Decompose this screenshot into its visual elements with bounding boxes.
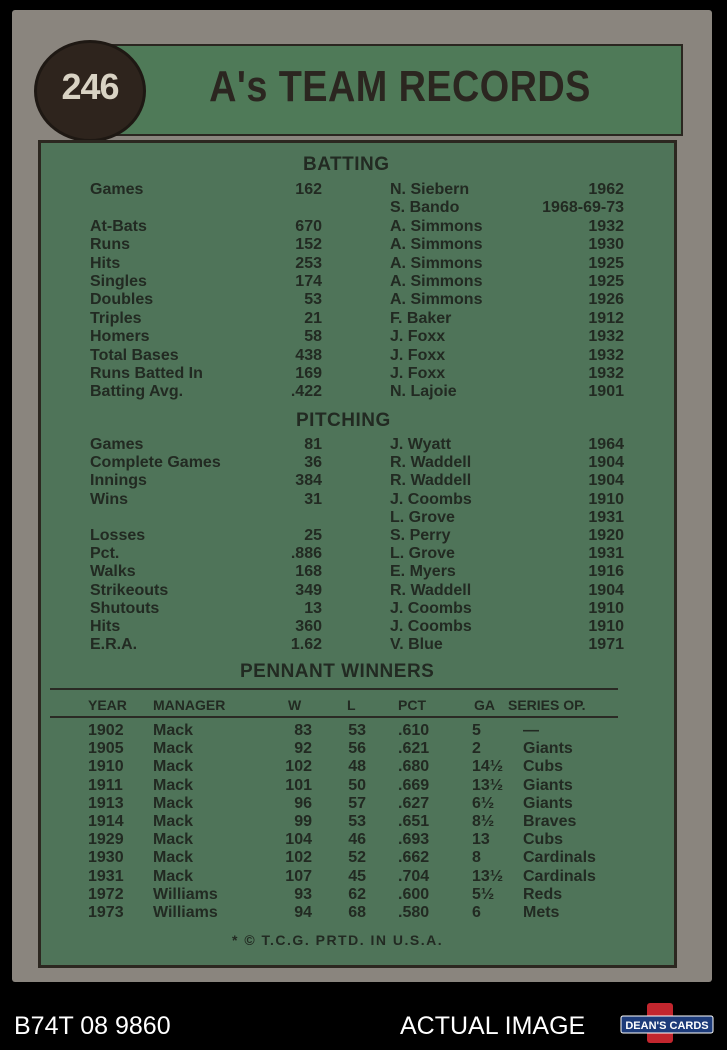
pennant-ga: 8½ <box>472 813 495 830</box>
pennant-losses: 56 <box>348 740 366 758</box>
pennant-top-rule <box>50 688 618 690</box>
record-holder: L. Grove <box>390 508 455 526</box>
card-number: 246 <box>61 66 119 107</box>
record-holder: A. Simmons <box>390 291 483 309</box>
pennant-pct: .621 <box>398 740 430 758</box>
pennant-manager: Mack <box>153 740 194 758</box>
pennant-losses: 53 <box>348 813 366 830</box>
logo-text: DEAN'S CARDS <box>625 1020 709 1032</box>
stat-label: Triples <box>90 309 142 327</box>
stat-value: 53 <box>304 291 322 309</box>
pennant-losses: 45 <box>348 867 366 885</box>
pennant-losses: 53 <box>348 722 366 739</box>
record-year: 1925 <box>588 254 624 272</box>
pennant-series: Reds <box>523 885 563 903</box>
record-holder: J. Wyatt <box>390 436 452 453</box>
stat-label: Hits <box>90 618 121 635</box>
stat-label: Doubles <box>90 291 154 309</box>
pennant-year: 1910 <box>88 758 124 776</box>
pennant-manager: Mack <box>153 722 194 739</box>
pennant-ga: 5 <box>472 722 481 739</box>
pennant-losses: 52 <box>348 849 366 867</box>
stat-label: Losses <box>90 527 146 544</box>
record-year: 1912 <box>588 309 624 327</box>
pennant-series: Cardinals <box>523 867 596 885</box>
record-holder: A. Simmons <box>390 254 483 272</box>
stat-value: 13 <box>304 599 322 617</box>
record-holder: A. Simmons <box>390 217 483 235</box>
pennant-wins: 102 <box>285 758 312 776</box>
record-holder: V. Blue <box>390 636 443 654</box>
pennant-manager: Mack <box>153 794 194 812</box>
stat-value: 58 <box>304 328 322 346</box>
pennant-wins: 104 <box>285 831 312 849</box>
pennant-series: Braves <box>523 813 577 830</box>
pennant-year: 1931 <box>88 867 124 885</box>
stat-value: 360 <box>295 618 322 635</box>
pennant-year: 1902 <box>88 722 124 739</box>
pitching-heading: PITCHING <box>296 410 391 431</box>
pennant-pct: .662 <box>398 849 430 867</box>
stat-value: 169 <box>295 365 322 382</box>
stat-value: 152 <box>295 236 322 254</box>
pennant-pct: .600 <box>398 885 430 903</box>
pennant-ga: 2 <box>472 740 481 758</box>
record-holder: A. Simmons <box>390 236 483 254</box>
record-year: 1932 <box>588 217 624 235</box>
pennant-pct: .704 <box>398 867 430 885</box>
pennant-series: Giants <box>523 776 573 794</box>
record-year: 1910 <box>588 618 624 635</box>
pennant-losses: 62 <box>348 885 366 903</box>
pennant-pct: .580 <box>398 904 430 921</box>
pennant-ga: 13½ <box>472 776 504 794</box>
col-manager: MANAGER <box>153 697 226 713</box>
record-year: 1916 <box>588 563 624 581</box>
copyright-line: * © T.C.G. PRTD. IN U.S.A. <box>232 932 444 948</box>
pennant-losses: 46 <box>348 831 366 849</box>
pennant-year: 1913 <box>88 794 124 812</box>
stat-label: Games <box>90 181 144 198</box>
card-number-badge <box>34 40 146 142</box>
record-year: 1926 <box>588 291 624 309</box>
pennant-year: 1911 <box>88 776 123 794</box>
stat-value: 36 <box>304 454 322 472</box>
pennant-losses: 48 <box>348 758 366 776</box>
record-year: 1904 <box>588 581 624 599</box>
pennant-wins: 94 <box>294 904 312 921</box>
deans-cards-logo <box>617 1002 715 1044</box>
record-holder: J. Coombs <box>390 618 472 635</box>
pennant-year: 1905 <box>88 740 124 758</box>
record-year: 1910 <box>588 599 624 617</box>
stat-value: 438 <box>295 346 322 364</box>
record-holder: S. Bando <box>390 199 460 217</box>
pennant-ga: 6½ <box>472 794 495 812</box>
pennant-pct: .680 <box>398 758 430 776</box>
record-holder: R. Waddell <box>390 581 472 599</box>
stat-label: Batting Avg. <box>90 383 184 401</box>
stat-value: 21 <box>304 309 322 327</box>
pennant-losses: 68 <box>348 904 366 921</box>
pennant-header-rule <box>50 716 618 718</box>
pennant-manager: Mack <box>153 849 194 867</box>
stat-value: 174 <box>295 273 322 290</box>
record-year: 1925 <box>588 273 624 290</box>
pennant-ga: 6 <box>472 904 481 921</box>
actual-image-label: ACTUAL IMAGE <box>400 1012 586 1040</box>
stat-label: Complete Games <box>90 454 221 472</box>
stat-value: .422 <box>290 383 322 401</box>
stat-value: 670 <box>295 217 322 235</box>
pennant-losses: 50 <box>348 776 366 794</box>
stat-value: 25 <box>304 527 322 544</box>
pennant-series: Mets <box>523 904 560 921</box>
record-holder: J. Foxx <box>390 365 446 382</box>
pennant-year: 1914 <box>88 813 124 830</box>
pennant-year: 1930 <box>88 849 124 867</box>
stat-value: 81 <box>304 436 322 453</box>
pennant-year: 1972 <box>88 885 124 903</box>
record-holder: N. Siebern <box>390 181 470 198</box>
pennant-wins: 92 <box>294 740 312 758</box>
record-holder: F. Baker <box>390 309 452 327</box>
pennant-losses: 57 <box>348 794 366 812</box>
pennant-series: Cubs <box>523 831 563 849</box>
col-w: W <box>288 697 302 713</box>
pennant-wins: 102 <box>285 849 312 867</box>
pennant-ga: 5½ <box>472 885 495 903</box>
batting-heading: BATTING <box>303 154 390 175</box>
record-holder: E. Myers <box>390 563 456 581</box>
card-title: A's TEAM RECORDS <box>209 62 591 111</box>
stat-label: Shutouts <box>90 599 160 617</box>
record-year: 1964 <box>588 436 624 453</box>
pennant-manager: Williams <box>153 885 218 903</box>
stat-label: Runs <box>90 236 130 254</box>
pennant-pct: .610 <box>398 722 430 739</box>
record-holder: J. Coombs <box>390 599 472 617</box>
pennant-series: Giants <box>523 740 573 758</box>
record-year: 1931 <box>588 508 624 526</box>
record-year: 1932 <box>588 365 624 382</box>
record-holder: S. Perry <box>390 527 451 544</box>
record-year: 1901 <box>588 383 624 401</box>
pennant-wins: 101 <box>285 776 312 794</box>
record-holder: J. Foxx <box>390 328 446 346</box>
col-pct: PCT <box>398 697 426 713</box>
stat-value: .886 <box>290 545 322 563</box>
pennant-pct: .651 <box>398 813 430 830</box>
stat-label: E.R.A. <box>90 636 138 654</box>
pennant-series: Cardinals <box>523 849 596 867</box>
record-holder: N. Lajoie <box>390 383 457 401</box>
stat-label: Runs Batted In <box>90 365 203 382</box>
record-year: 1962 <box>588 181 624 198</box>
record-year: 1920 <box>588 527 624 544</box>
pennant-ga: 8 <box>472 849 481 867</box>
record-year: 1904 <box>588 454 624 472</box>
pennant-year: 1973 <box>88 904 124 921</box>
record-year: 1930 <box>588 236 624 254</box>
pennant-wins: 93 <box>294 885 312 903</box>
record-year: 1971 <box>588 636 624 654</box>
col-l: L <box>347 697 356 713</box>
record-year: 1910 <box>588 490 624 508</box>
stat-value: 31 <box>304 490 322 508</box>
pennant-heading: PENNANT WINNERS <box>240 661 435 682</box>
stat-label: Pct. <box>90 545 120 563</box>
pennant-wins: 99 <box>294 813 312 830</box>
stat-value: 168 <box>295 563 322 581</box>
pennant-ga: 13 <box>472 831 490 849</box>
pennant-series: Giants <box>523 794 573 812</box>
record-year: 1904 <box>588 472 624 490</box>
stat-label: At-Bats <box>90 217 147 235</box>
stat-label: Innings <box>90 472 147 490</box>
col-year: YEAR <box>88 697 127 713</box>
stat-label: Hits <box>90 254 121 272</box>
pennant-year: 1929 <box>88 831 124 849</box>
stat-label: Wins <box>90 490 129 508</box>
stat-label: Homers <box>90 328 150 346</box>
pennant-wins: 107 <box>285 867 312 885</box>
pennant-manager: Mack <box>153 758 194 776</box>
record-holder: J. Coombs <box>390 490 472 508</box>
stat-label: Strikeouts <box>90 581 169 599</box>
col-ga: GA <box>474 697 495 713</box>
record-holder: R. Waddell <box>390 454 472 472</box>
pennant-manager: Mack <box>153 776 194 794</box>
stat-value: 162 <box>295 181 322 198</box>
stat-value: 253 <box>295 254 322 272</box>
pennant-manager: Williams <box>153 904 218 921</box>
pennant-manager: Mack <box>153 831 194 849</box>
stat-label: Singles <box>90 273 147 290</box>
pennant-series: — <box>523 722 539 739</box>
stat-label: Games <box>90 436 144 453</box>
record-holder: A. Simmons <box>390 273 483 290</box>
pennant-pct: .693 <box>398 831 430 849</box>
pennant-series: Cubs <box>523 758 563 776</box>
pennant-wins: 96 <box>294 794 312 812</box>
stat-value: 1.62 <box>290 636 322 654</box>
pennant-wins: 83 <box>294 722 312 739</box>
record-year: 1931 <box>588 545 624 563</box>
pennant-manager: Mack <box>153 867 194 885</box>
record-holder: L. Grove <box>390 545 455 563</box>
cert-id: B74T 08 9860 <box>14 1012 171 1040</box>
pennant-pct: .669 <box>398 776 430 794</box>
record-year: 1932 <box>588 328 624 346</box>
stat-label: Total Bases <box>90 346 179 364</box>
record-holder: J. Foxx <box>390 346 446 364</box>
record-year: 1968-69-73 <box>542 199 624 217</box>
record-holder: R. Waddell <box>390 472 472 490</box>
pennant-manager: Mack <box>153 813 194 830</box>
record-year: 1932 <box>588 346 624 364</box>
pennant-ga: 13½ <box>472 867 504 885</box>
stat-value: 349 <box>295 581 322 599</box>
stat-label: Walks <box>90 563 136 581</box>
pennant-ga: 14½ <box>472 758 504 776</box>
pennant-pct: .627 <box>398 794 430 812</box>
col-series: SERIES OP. <box>508 697 586 713</box>
stat-value: 384 <box>295 472 322 490</box>
